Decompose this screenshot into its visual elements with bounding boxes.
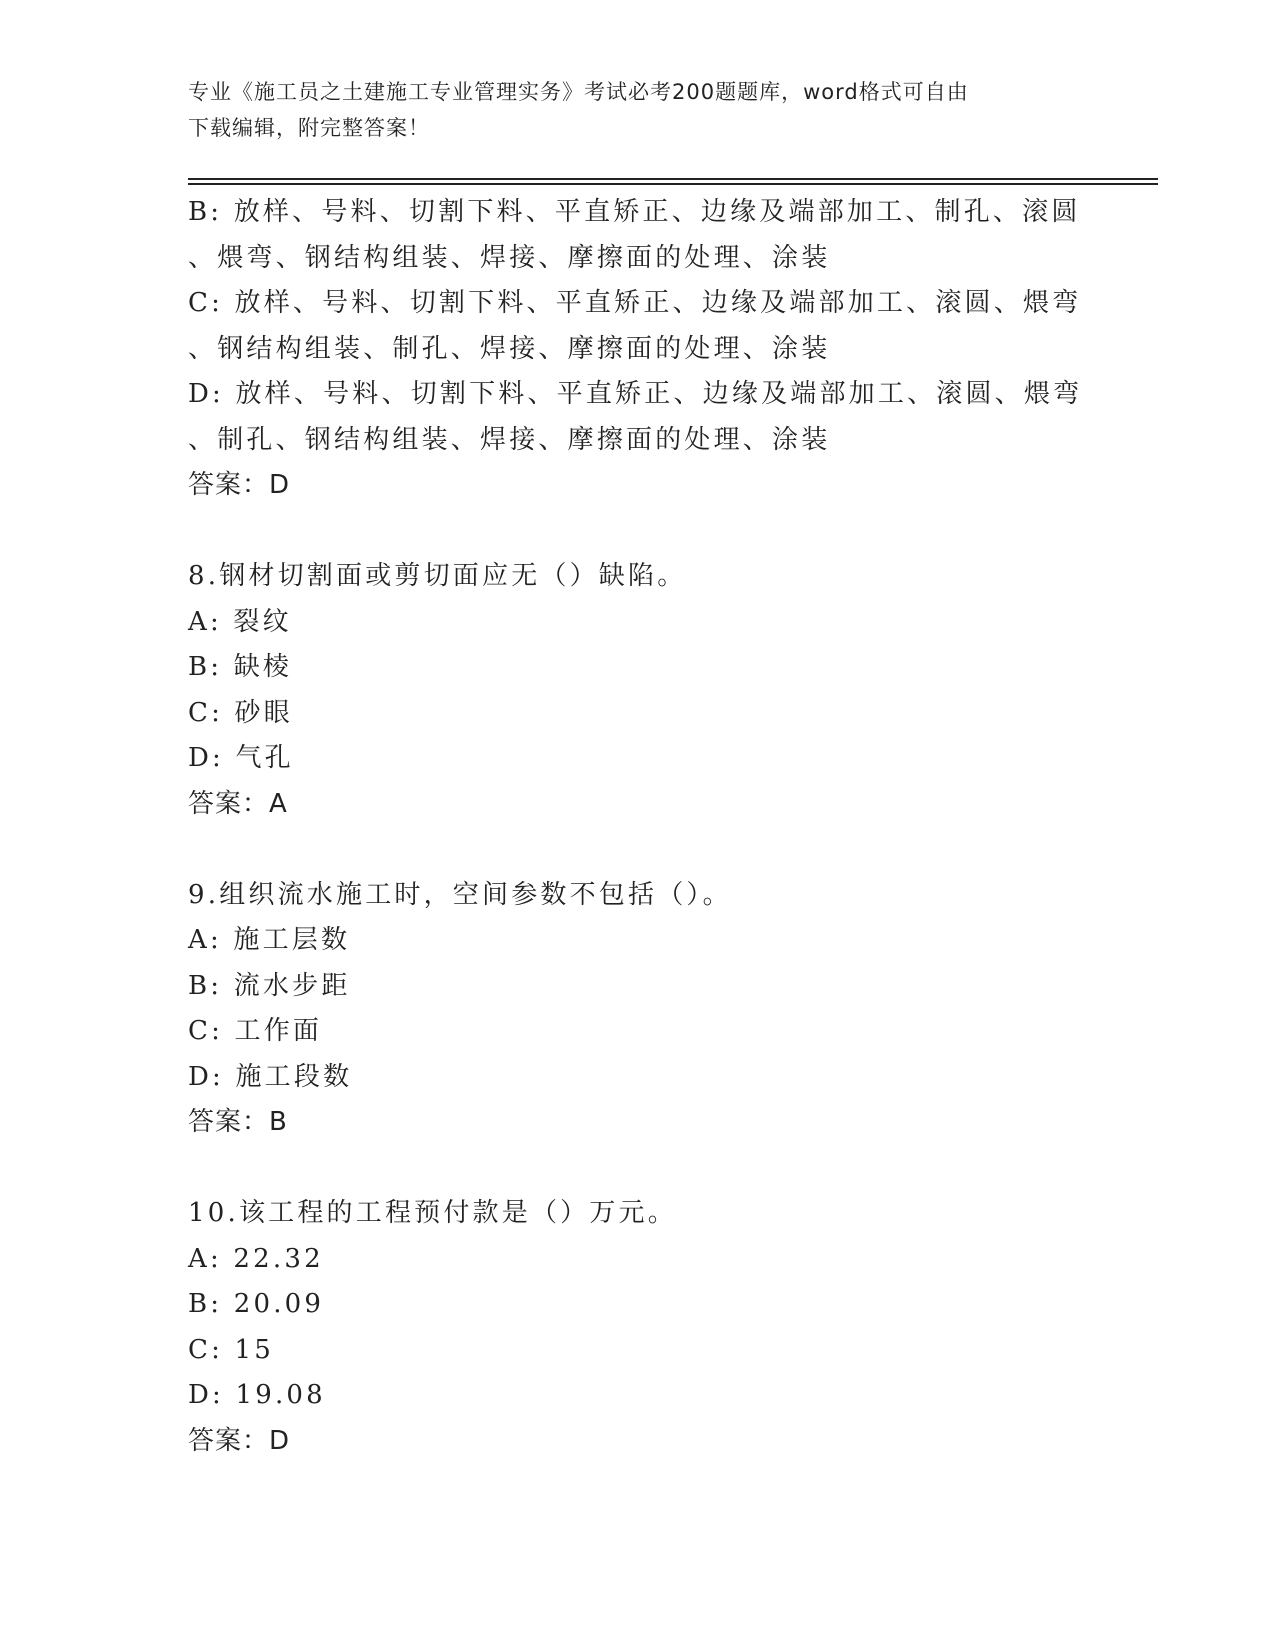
answer-line: 答案：B (188, 1107, 288, 1137)
question-stem: 9.组织流水施工时，空间参数不包括（）。 (188, 879, 732, 910)
option-b: B: 20.09 (188, 1289, 325, 1319)
question-10 (188, 1191, 1108, 1464)
spacer (188, 1146, 1108, 1192)
question-stem: 8.钢材切割面或剪切面应无（）缺陷。 (188, 561, 687, 591)
option-c: C: 砂眼 (188, 697, 293, 728)
answer-line: 答案：D (188, 470, 291, 500)
answer-line: 答案：D (188, 1425, 291, 1456)
question-stem: 10.该工程的工程预付款是（）万元。 (188, 1198, 677, 1228)
spacer (188, 827, 1108, 873)
question-7-continuation (188, 190, 1108, 509)
header-divider-top (188, 178, 1158, 180)
question-9 (188, 873, 1108, 1146)
option-d: D: 施工段数 (188, 1061, 353, 1092)
option-a: A: 22.32 (188, 1243, 324, 1274)
question-8 (188, 554, 1108, 827)
option-c: C: 15 (188, 1334, 275, 1365)
option-d-line-2: 、制孔、钢结构组装、焊接、摩擦面的处理、涂装 (188, 424, 831, 455)
header-line-1: 专业《施工员之土建施工专业管理实务》考试必考200题题库，word格式可自由 (188, 80, 969, 104)
option-c-line-1: C: 放样、号料、切割下料、平直矫正、边缘及端部加工、滚圆、煨弯 (188, 288, 1082, 318)
option-b-line-1: B: 放样、号料、切割下料、平直矫正、边缘及端部加工、制孔、滚圆 (188, 197, 1081, 227)
option-d-line-1: D: 放样、号料、切割下料、平直矫正、边缘及端部加工、滚圆、煨弯 (188, 379, 1083, 409)
option-b-line-2: 、煨弯、钢结构组装、焊接、摩擦面的处理、涂装 (188, 242, 831, 273)
header-line-2: 下载编辑，附完整答案！ (188, 116, 430, 140)
option-a: A: 裂纹 (188, 606, 292, 637)
option-b: B: 缺棱 (188, 652, 293, 682)
option-b: B: 流水步距 (188, 970, 351, 1001)
answer-line: 答案：A (188, 788, 288, 819)
document-header (188, 74, 1068, 146)
option-d: D: 气孔 (188, 743, 294, 773)
spacer (188, 509, 1108, 555)
option-a: A: 施工层数 (188, 925, 351, 955)
header-divider-bottom (188, 183, 1158, 185)
question-list (188, 190, 1108, 1464)
option-c: C: 工作面 (188, 1016, 323, 1046)
option-c-line-2: 、钢结构组装、制孔、焊接、摩擦面的处理、涂装 (188, 333, 831, 364)
option-d: D: 19.08 (188, 1380, 326, 1410)
